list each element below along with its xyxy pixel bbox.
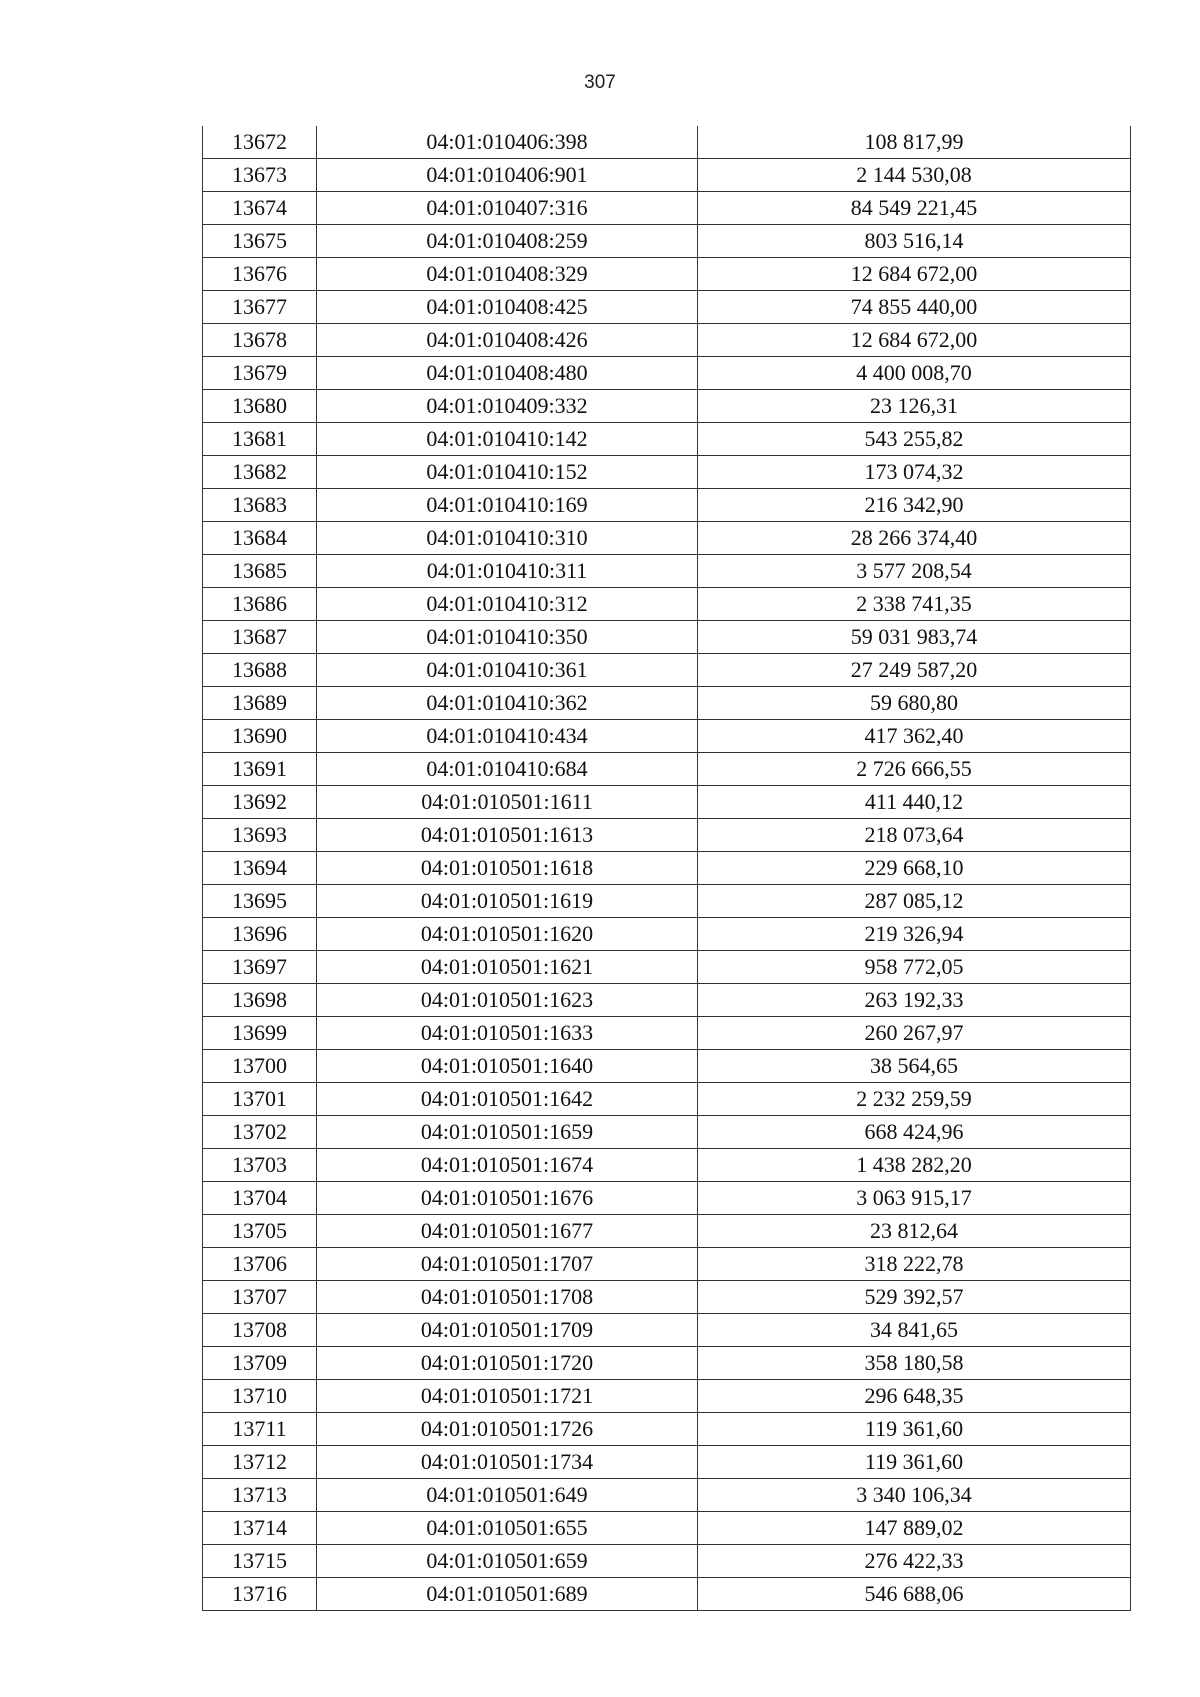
cadastral-value-cell: 59 680,80 [698,687,1131,720]
row-number-cell: 13700 [203,1050,317,1083]
cadastral-number-cell: 04:01:010410:361 [317,654,698,687]
cadastral-number-cell: 04:01:010406:901 [317,159,698,192]
table-row [203,489,1131,522]
cadastral-number-cell: 04:01:010408:259 [317,225,698,258]
cadastral-value-cell: 2 726 666,55 [698,753,1131,786]
cadastral-number-cell: 04:01:010410:312 [317,588,698,621]
row-number-cell: 13683 [203,489,317,522]
row-number-cell: 13678 [203,324,317,357]
cadastral-number-cell: 04:01:010501:1720 [317,1347,698,1380]
cadastral-number-cell: 04:01:010501:1708 [317,1281,698,1314]
cadastral-value-cell: 276 422,33 [698,1545,1131,1578]
cadastral-value-cell: 668 424,96 [698,1116,1131,1149]
table-row [203,1413,1131,1446]
cadastral-value-cell: 260 267,97 [698,1017,1131,1050]
row-number-cell: 13716 [203,1578,317,1611]
row-number-cell: 13686 [203,588,317,621]
cadastral-value-cell: 417 362,40 [698,720,1131,753]
cadastral-number-cell: 04:01:010501:1659 [317,1116,698,1149]
cadastral-value-cell: 2 232 259,59 [698,1083,1131,1116]
row-number-cell: 13692 [203,786,317,819]
table-row [203,1017,1131,1050]
row-number-cell: 13691 [203,753,317,786]
table-row [203,621,1131,654]
row-number-cell: 13715 [203,1545,317,1578]
cadastral-number-cell: 04:01:010410:169 [317,489,698,522]
row-number-cell: 13705 [203,1215,317,1248]
table-row [203,819,1131,852]
cadastral-value-cell: 358 180,58 [698,1347,1131,1380]
row-number-cell: 13677 [203,291,317,324]
table-row [203,852,1131,885]
cadastral-number-cell: 04:01:010501:1726 [317,1413,698,1446]
cadastral-number-cell: 04:01:010409:332 [317,390,698,423]
cadastral-value-cell: 38 564,65 [698,1050,1131,1083]
table-row [203,1446,1131,1479]
table-row [203,258,1131,291]
cadastral-number-cell: 04:01:010410:350 [317,621,698,654]
cadastral-number-cell: 04:01:010501:1621 [317,951,698,984]
cadastral-number-cell: 04:01:010501:1613 [317,819,698,852]
table-row [203,1182,1131,1215]
row-number-cell: 13696 [203,918,317,951]
cadastral-number-cell: 04:01:010501:1734 [317,1446,698,1479]
table-row [203,984,1131,1017]
cadastral-value-cell: 3 340 106,34 [698,1479,1131,1512]
row-number-cell: 13672 [203,126,317,159]
cadastral-number-cell: 04:01:010501:1619 [317,885,698,918]
row-number-cell: 13708 [203,1314,317,1347]
row-number-cell: 13698 [203,984,317,1017]
cadastral-number-cell: 04:01:010408:425 [317,291,698,324]
row-number-cell: 13680 [203,390,317,423]
cadastral-value-cell: 2 338 741,35 [698,588,1131,621]
page-number: 307 [584,72,616,93]
row-number-cell: 13694 [203,852,317,885]
cadastral-number-cell: 04:01:010407:316 [317,192,698,225]
table-row [203,687,1131,720]
table-row [203,1083,1131,1116]
table-row [203,753,1131,786]
row-number-cell: 13711 [203,1413,317,1446]
row-number-cell: 13674 [203,192,317,225]
cadastral-value-cell: 229 668,10 [698,852,1131,885]
row-number-cell: 13690 [203,720,317,753]
table-row [203,1347,1131,1380]
cadastral-value-table [202,126,1131,1611]
row-number-cell: 13687 [203,621,317,654]
cadastral-value-cell: 218 073,64 [698,819,1131,852]
cadastral-number-cell: 04:01:010410:362 [317,687,698,720]
table-row [203,1512,1131,1545]
cadastral-value-cell: 27 249 587,20 [698,654,1131,687]
row-number-cell: 13684 [203,522,317,555]
cadastral-value-cell: 287 085,12 [698,885,1131,918]
cadastral-number-cell: 04:01:010501:1633 [317,1017,698,1050]
cadastral-number-cell: 04:01:010501:689 [317,1578,698,1611]
table-row [203,291,1131,324]
table-row [203,885,1131,918]
cadastral-number-cell: 04:01:010408:480 [317,357,698,390]
cadastral-value-cell: 3 063 915,17 [698,1182,1131,1215]
cadastral-value-cell: 529 392,57 [698,1281,1131,1314]
cadastral-value-cell: 958 772,05 [698,951,1131,984]
cadastral-number-cell: 04:01:010408:329 [317,258,698,291]
table-row [203,192,1131,225]
cadastral-number-cell: 04:01:010501:1623 [317,984,698,1017]
row-number-cell: 13714 [203,1512,317,1545]
row-number-cell: 13679 [203,357,317,390]
cadastral-value-cell: 147 889,02 [698,1512,1131,1545]
row-number-cell: 13707 [203,1281,317,1314]
row-number-cell: 13699 [203,1017,317,1050]
table-row [203,1545,1131,1578]
cadastral-value-cell: 59 031 983,74 [698,621,1131,654]
cadastral-value-cell: 23 126,31 [698,390,1131,423]
cadastral-number-cell: 04:01:010410:142 [317,423,698,456]
table-row [203,786,1131,819]
cadastral-value-cell: 108 817,99 [698,126,1131,159]
row-number-cell: 13701 [203,1083,317,1116]
cadastral-value-cell: 216 342,90 [698,489,1131,522]
cadastral-number-cell: 04:01:010501:1676 [317,1182,698,1215]
table-row [203,1281,1131,1314]
cadastral-number-cell: 04:01:010410:684 [317,753,698,786]
row-number-cell: 13697 [203,951,317,984]
table-row [203,1215,1131,1248]
table-row [203,951,1131,984]
table-row [203,555,1131,588]
cadastral-value-cell: 12 684 672,00 [698,258,1131,291]
cadastral-number-cell: 04:01:010406:398 [317,126,698,159]
row-number-cell: 13712 [203,1446,317,1479]
cadastral-value-cell: 546 688,06 [698,1578,1131,1611]
cadastral-value-cell: 119 361,60 [698,1446,1131,1479]
row-number-cell: 13703 [203,1149,317,1182]
table-row [203,1578,1131,1611]
cadastral-number-cell: 04:01:010501:1677 [317,1215,698,1248]
cadastral-number-cell: 04:01:010501:1640 [317,1050,698,1083]
table-row [203,918,1131,951]
row-number-cell: 13689 [203,687,317,720]
cadastral-value-cell: 34 841,65 [698,1314,1131,1347]
table-row [203,1149,1131,1182]
cadastral-value-cell: 28 266 374,40 [698,522,1131,555]
cadastral-number-cell: 04:01:010501:1707 [317,1248,698,1281]
row-number-cell: 13675 [203,225,317,258]
cadastral-number-cell: 04:01:010501:1618 [317,852,698,885]
table-row [203,1380,1131,1413]
cadastral-number-cell: 04:01:010501:1674 [317,1149,698,1182]
cadastral-number-cell: 04:01:010410:152 [317,456,698,489]
cadastral-number-cell: 04:01:010501:659 [317,1545,698,1578]
row-number-cell: 13676 [203,258,317,291]
row-number-cell: 13709 [203,1347,317,1380]
row-number-cell: 13685 [203,555,317,588]
cadastral-value-cell: 3 577 208,54 [698,555,1131,588]
cadastral-number-cell: 04:01:010501:1642 [317,1083,698,1116]
table-row [203,390,1131,423]
cadastral-value-cell: 296 648,35 [698,1380,1131,1413]
table-row [203,225,1131,258]
cadastral-number-cell: 04:01:010501:649 [317,1479,698,1512]
table-body [203,126,1131,1611]
row-number-cell: 13704 [203,1182,317,1215]
cadastral-number-cell: 04:01:010501:1709 [317,1314,698,1347]
cadastral-value-cell: 4 400 008,70 [698,357,1131,390]
table-row [203,1050,1131,1083]
cadastral-value-cell: 119 361,60 [698,1413,1131,1446]
cadastral-number-cell: 04:01:010410:311 [317,555,698,588]
cadastral-number-cell: 04:01:010408:426 [317,324,698,357]
row-number-cell: 13706 [203,1248,317,1281]
cadastral-number-cell: 04:01:010410:434 [317,720,698,753]
table-row [203,1116,1131,1149]
table-row [203,1479,1131,1512]
cadastral-number-cell: 04:01:010501:655 [317,1512,698,1545]
table-row [203,159,1131,192]
row-number-cell: 13688 [203,654,317,687]
table-row [203,126,1131,159]
cadastral-value-cell: 23 812,64 [698,1215,1131,1248]
cadastral-value-cell: 1 438 282,20 [698,1149,1131,1182]
cadastral-value-cell: 2 144 530,08 [698,159,1131,192]
cadastral-value-cell: 173 074,32 [698,456,1131,489]
table-row [203,588,1131,621]
table-row [203,1314,1131,1347]
row-number-cell: 13713 [203,1479,317,1512]
row-number-cell: 13710 [203,1380,317,1413]
cadastral-number-cell: 04:01:010501:1721 [317,1380,698,1413]
cadastral-value-cell: 263 192,33 [698,984,1131,1017]
row-number-cell: 13681 [203,423,317,456]
table-row [203,654,1131,687]
row-number-cell: 13695 [203,885,317,918]
table-row [203,720,1131,753]
cadastral-number-cell: 04:01:010410:310 [317,522,698,555]
row-number-cell: 13702 [203,1116,317,1149]
cadastral-value-cell: 543 255,82 [698,423,1131,456]
row-number-cell: 13682 [203,456,317,489]
cadastral-value-cell: 74 855 440,00 [698,291,1131,324]
row-number-cell: 13673 [203,159,317,192]
cadastral-value-cell: 84 549 221,45 [698,192,1131,225]
cadastral-value-cell: 318 222,78 [698,1248,1131,1281]
cadastral-value-cell: 803 516,14 [698,225,1131,258]
cadastral-number-cell: 04:01:010501:1620 [317,918,698,951]
cadastral-value-cell: 219 326,94 [698,918,1131,951]
table-row [203,324,1131,357]
table-row [203,423,1131,456]
table-row [203,522,1131,555]
table-row [203,456,1131,489]
table-row [203,1248,1131,1281]
row-number-cell: 13693 [203,819,317,852]
table-row [203,357,1131,390]
cadastral-value-cell: 411 440,12 [698,786,1131,819]
cadastral-number-cell: 04:01:010501:1611 [317,786,698,819]
cadastral-value-cell: 12 684 672,00 [698,324,1131,357]
